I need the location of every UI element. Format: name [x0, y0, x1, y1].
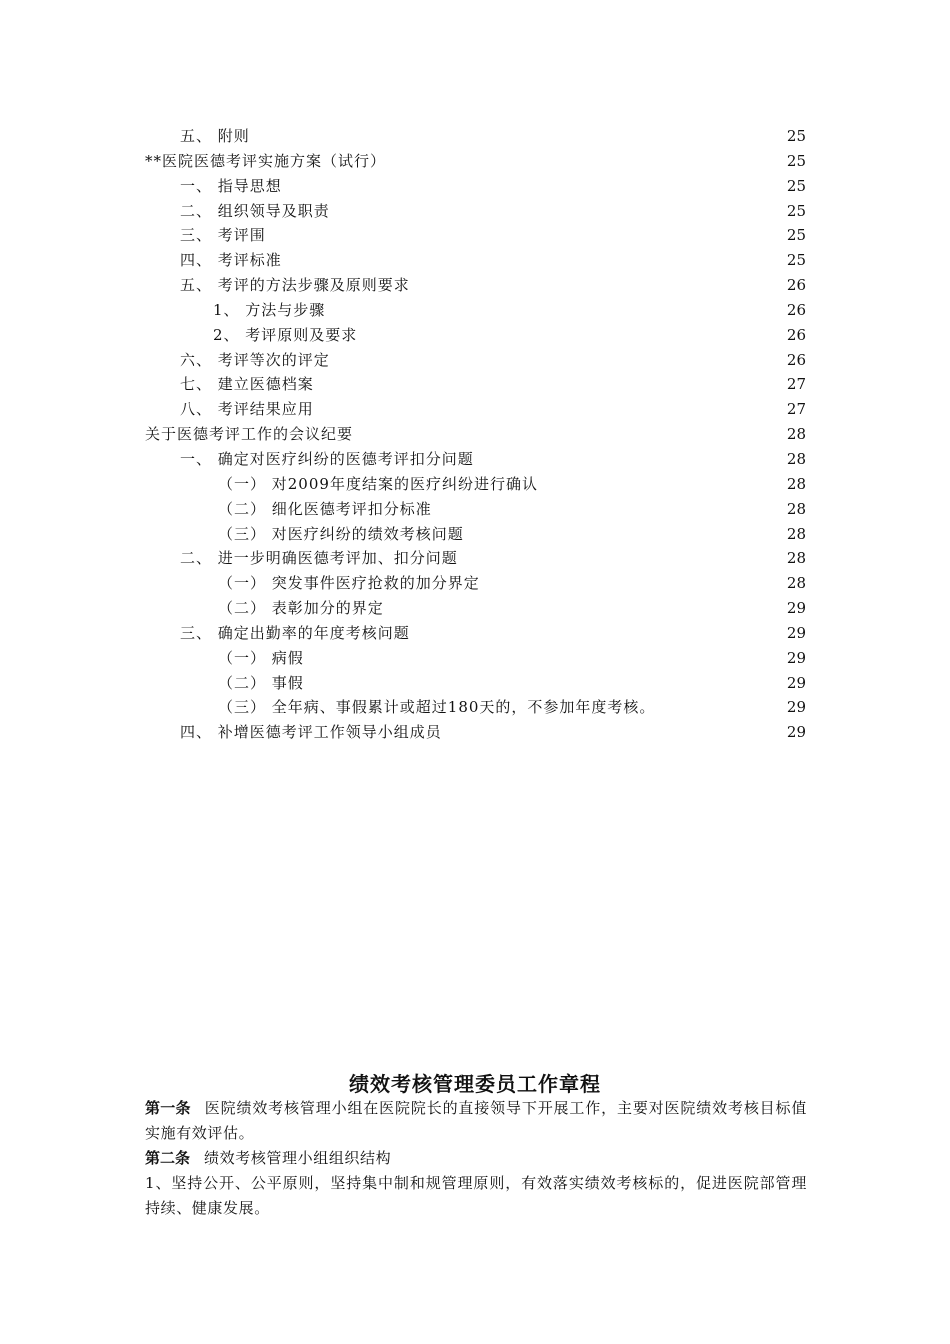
toc-entry[interactable] [0, 497, 950, 522]
toc-entry[interactable] [0, 546, 950, 571]
toc-entry-page: 29 [786, 623, 806, 642]
toc-entry-page: 25 [786, 226, 806, 245]
toc-entry-label: 四、 补增医德考评工作领导小组成员 [180, 723, 442, 742]
toc-entry-page: 28 [786, 449, 806, 468]
toc-entry[interactable] [0, 223, 950, 248]
toc-entry[interactable] [0, 447, 950, 472]
article-2-head: 第二条 [145, 1149, 191, 1167]
toc-entry[interactable] [0, 273, 950, 298]
toc-entry-page: 29 [786, 648, 806, 667]
toc-entry[interactable] [0, 422, 950, 447]
toc-entry[interactable] [0, 298, 950, 323]
article-2-point-1: 1、坚持公开、公平原则，坚持集中制和规管理原则，有效落实绩效考核标的，促进医院部管理持续、健康发展。 [145, 1174, 807, 1217]
toc-entry-label: （三） 全年病、事假累计或超过180天的，不参加年度考核。 [218, 698, 656, 717]
toc-entry-label: 八、 考评结果应用 [180, 400, 314, 419]
toc-entry[interactable] [0, 695, 950, 720]
article-2 [145, 1146, 807, 1171]
toc-entry[interactable] [0, 621, 950, 646]
toc-entry[interactable] [0, 124, 950, 149]
toc-entry-label: 一、 确定对医疗纠纷的医德考评扣分问题 [180, 449, 474, 468]
toc-entry-label: 关于医德考评工作的会议纪要 [145, 425, 354, 444]
toc-entry-label: 1、 方法与步骤 [213, 300, 326, 319]
toc-entry-label: 三、 确定出勤率的年度考核问题 [180, 623, 410, 642]
toc-entry[interactable] [0, 472, 950, 497]
toc-entry-page: 29 [786, 673, 806, 692]
toc-entry-label: 三、 考评围 [180, 226, 266, 245]
toc-entry-page: 26 [786, 276, 806, 295]
article-2-body: 绩效考核管理小组组织结构 [204, 1149, 392, 1167]
toc-entry-page: 28 [786, 499, 806, 518]
toc-entry-label: 六、 考评等次的评定 [180, 350, 330, 369]
table-of-contents [0, 124, 950, 745]
toc-entry-page: 28 [786, 425, 806, 444]
toc-entry-page: 29 [786, 698, 806, 717]
toc-entry[interactable] [0, 199, 950, 224]
toc-entry-page: 28 [786, 474, 806, 493]
toc-entry-label: （一） 对2009年度结案的医疗纠纷进行确认 [218, 474, 538, 493]
article-1-head: 第一条 [145, 1099, 191, 1117]
toc-entry-page: 26 [786, 300, 806, 319]
toc-entry-label: 五、 附则 [180, 127, 250, 145]
toc-entry-page: 26 [786, 325, 806, 344]
toc-entry-label: 一、 指导思想 [180, 176, 282, 195]
toc-entry-page: 27 [786, 375, 806, 394]
toc-entry-page: 28 [786, 524, 806, 543]
article-1-body: 医院绩效考核管理小组在医院院长的直接领导下开展工作，主要对医院绩效考核目标值实施有效评估。 [145, 1099, 807, 1142]
toc-entry-page: 27 [786, 400, 806, 419]
toc-entry-label: 五、 考评的方法步骤及原则要求 [180, 276, 410, 295]
toc-entry[interactable] [0, 596, 950, 621]
toc-entry-page: 29 [786, 723, 806, 742]
toc-entry-label: （二） 表彰加分的界定 [218, 599, 384, 618]
toc-entry-page: 25 [786, 151, 806, 170]
toc-entry[interactable] [0, 174, 950, 199]
toc-entry-label: （一） 病假 [218, 648, 304, 667]
toc-entry[interactable] [0, 372, 950, 397]
article-1 [145, 1096, 807, 1146]
toc-entry-page: 29 [786, 599, 806, 618]
toc-entry[interactable] [0, 323, 950, 348]
toc-entry[interactable] [0, 248, 950, 273]
toc-entry-label: （三） 对医疗纠纷的绩效考核问题 [218, 524, 464, 543]
toc-entry[interactable] [0, 671, 950, 696]
toc-entry-label: （二） 细化医德考评扣分标准 [218, 499, 432, 518]
toc-entry-label: 四、 考评标准 [180, 251, 282, 270]
toc-entry[interactable] [0, 397, 950, 422]
toc-entry[interactable] [0, 720, 950, 745]
toc-entry-page: 26 [786, 350, 806, 369]
toc-entry[interactable] [0, 522, 950, 547]
toc-entry-label: **医院医德考评实施方案（试行） [145, 151, 387, 170]
toc-entry-label: 二、 进一步明确医德考评加、扣分问题 [180, 549, 458, 568]
toc-entry-label: （二） 事假 [218, 673, 304, 692]
toc-entry-label: 七、 建立医德档案 [180, 375, 314, 394]
toc-entry[interactable] [0, 149, 950, 174]
toc-entry[interactable] [0, 646, 950, 671]
toc-entry-label: 二、 组织领导及职责 [180, 201, 330, 220]
toc-entry[interactable] [0, 348, 950, 373]
toc-entry-label: 2、 考评原则及要求 [213, 325, 358, 344]
toc-entry[interactable] [0, 571, 950, 596]
toc-entry-page: 25 [786, 251, 806, 270]
toc-entry-label: （一） 突发事件医疗抢救的加分界定 [218, 574, 480, 593]
toc-entry-page: 25 [786, 201, 806, 220]
toc-entry-page: 25 [786, 127, 806, 145]
document-title: 绩效考核管理委员工作章程 [349, 1072, 601, 1096]
toc-entry-page: 28 [786, 574, 806, 593]
toc-entry-page: 25 [786, 176, 806, 195]
toc-entry-page: 28 [786, 549, 806, 568]
